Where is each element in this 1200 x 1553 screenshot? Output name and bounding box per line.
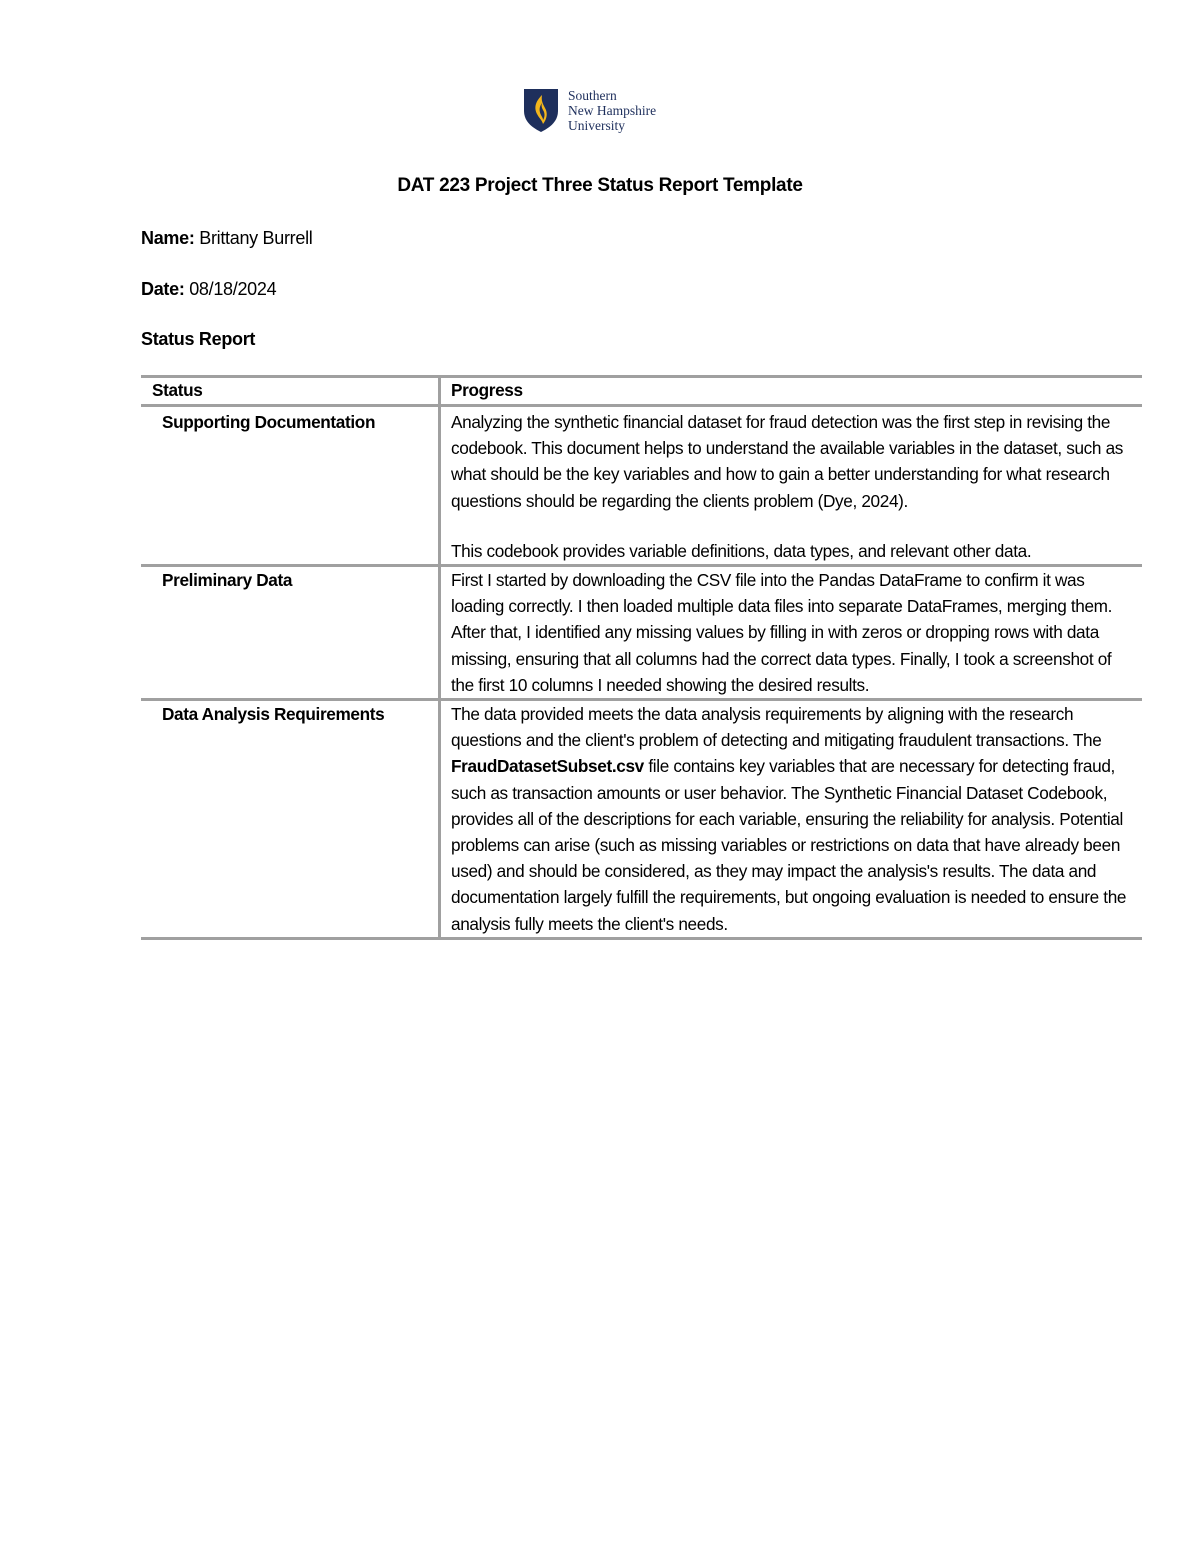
section-heading: Status Report: [141, 329, 256, 349]
filename-text: FraudDatasetSubset.csv: [451, 756, 644, 777]
status-cell: Supporting Documentation: [141, 406, 440, 566]
table-header-row: [141, 377, 1142, 406]
logo-line-1: Southern: [568, 87, 617, 103]
progress-cell: [440, 566, 1143, 700]
progress-cell: [440, 406, 1143, 566]
status-cell: Data Analysis Requirements: [141, 700, 440, 939]
name-field: [141, 228, 312, 249]
date-label: Date:: [141, 279, 185, 299]
status-cell: Preliminary Data: [141, 566, 440, 700]
table-row: [141, 406, 1142, 566]
progress-paragraph: First I started by downloading the CSV file into the Pandas DataFrame to confirm it was loading correctly. I then loaded multiple data files into separate DataFrames, merging them. After that, I identified any missing values by filling in with zeros or dropping rows with data missing, ensuring that all columns had the correct data types. Finally, I took a screenshot of the first 10 columns I needed showing the desired results.: [451, 570, 1113, 695]
progress-text: file contains key variables that are necessary for detecting fraud, such as transaction amounts or user behavior. The Synthetic Financial Dataset Codebook, provides all of the descriptions for each variable, ensuring the reliability for analysis. Potential problems can arise (such as missing variables or restrictions on data that have already been used) and should be considered, as they may impact the analysis's results. The data and documentation largely fulfill the requirements, but ongoing evaluation is needed to ensure the analysis fully meets the client's needs.: [451, 756, 1127, 934]
status-table: [141, 375, 1142, 940]
name-label: Name:: [141, 228, 195, 248]
logo-wordmark: [568, 88, 656, 133]
shield-flame-icon: [522, 87, 560, 133]
progress-cell: [440, 700, 1143, 939]
document-title: DAT 223 Project Three Status Report Template: [397, 175, 803, 196]
table-row: [141, 566, 1142, 700]
progress-paragraph: Analyzing the synthetic financial dataset for fraud detection was the first step in revising the codebook. This document helps to understand the available variables in the dataset, such as what should be the key variables and how to gain a better understanding for what research questions should be regarding the clients problem (Dye, 2024).: [451, 412, 1124, 511]
progress-text: The data provided meets the data analysis requirements by aligning with the research questions and the client's problem of detecting and mitigating fraudulent transactions. The: [451, 704, 1102, 751]
header-progress: Progress: [451, 380, 523, 400]
date-value: 08/18/2024: [189, 279, 277, 299]
logo-line-3: University: [568, 117, 625, 133]
snhu-logo: [522, 86, 656, 134]
logo-line-2: New Hampshire: [568, 102, 657, 118]
header-status: Status: [141, 377, 440, 406]
date-field: [141, 279, 276, 300]
name-value: Brittany Burrell: [199, 228, 313, 248]
progress-paragraph: This codebook provides variable definitions, data types, and relevant other data.: [451, 540, 1032, 561]
table-row: [141, 700, 1142, 939]
